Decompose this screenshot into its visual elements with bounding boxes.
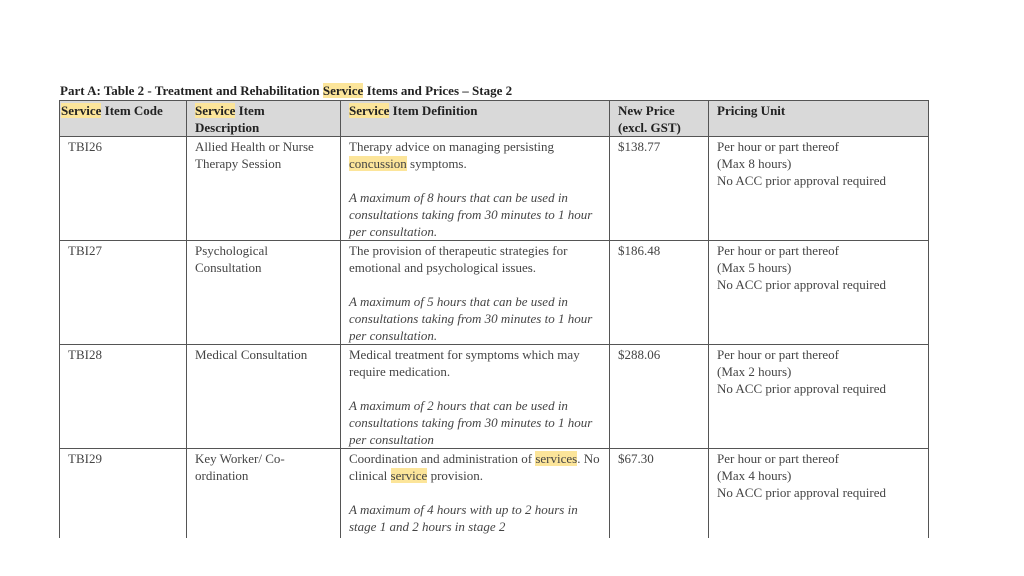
cell-price: $288.06 — [610, 345, 709, 449]
definition-part: provision. — [427, 468, 483, 483]
definition-note: A maximum of 5 hours that can be used in consultations taking from 30 minutes to 1 hour per consultation. — [349, 294, 593, 343]
cell-unit — [709, 449, 929, 539]
definition-text: Medical treatment for symptoms which may require medication. — [349, 347, 580, 379]
definition-part: Therapy advice on managing persisting — [349, 139, 555, 154]
cell-code: TBI26 — [60, 137, 187, 241]
unit-line: Per hour or part thereof — [717, 347, 840, 362]
cell-code: TBI29 — [60, 449, 187, 539]
title-prefix: Part A: Table 2 - Treatment and Rehabilitation — [60, 83, 323, 98]
definition-part: symptoms. — [406, 156, 467, 171]
unit-line: No ACC prior approval required — [717, 381, 886, 396]
cell-unit — [709, 345, 929, 449]
unit-line: (Max 5 hours) — [717, 260, 792, 275]
definition-note: A maximum of 4 hours with up to 2 hours in stage 1 and 2 hours in stage 2 — [349, 502, 578, 534]
table-row — [60, 449, 929, 539]
cell-code: TBI28 — [60, 345, 187, 449]
header-code-highlight: Service — [61, 103, 102, 118]
title-highlight: Service — [322, 83, 364, 98]
header-definition-highlight: Service — [349, 103, 390, 118]
definition-highlight: concussion — [349, 156, 407, 171]
cell-unit — [709, 137, 929, 241]
definition-highlight: services — [535, 451, 578, 466]
cell-definition — [341, 449, 610, 539]
unit-line: No ACC prior approval required — [717, 277, 886, 292]
definition-note: A maximum of 2 hours that can be used in consultations taking from 30 minutes to 1 hour per consultation — [349, 398, 593, 447]
header-price: New Price (excl. GST) — [610, 101, 709, 137]
title-suffix: Items and Prices – Stage 2 — [363, 83, 513, 98]
service-items-table — [59, 100, 929, 538]
cell-description: Medical Consultation — [187, 345, 341, 449]
table-container — [59, 100, 929, 538]
cell-unit — [709, 241, 929, 345]
header-definition-rest: Item Definition — [389, 103, 478, 118]
header-row — [60, 101, 929, 137]
cell-description: Allied Health or Nurse Therapy Session — [187, 137, 341, 241]
table-row — [60, 345, 929, 449]
definition-text: The provision of therapeutic strategies for emotional and psychological issues. — [349, 243, 568, 275]
header-description-rest: Item Description — [195, 103, 265, 135]
definition-note: A maximum of 8 hours that can be used in consultations taking from 30 minutes to 1 hour per consultation. — [349, 190, 593, 239]
cell-definition — [341, 241, 610, 345]
table-row — [60, 241, 929, 345]
definition-highlight: service — [390, 468, 428, 483]
cell-price: $186.48 — [610, 241, 709, 345]
unit-line: Per hour or part thereof — [717, 243, 840, 258]
definition-part: . No clinical — [349, 451, 600, 483]
definition-text — [349, 450, 601, 484]
unit-line: (Max 2 hours) — [717, 364, 792, 379]
header-description — [187, 101, 341, 137]
cell-price: $138.77 — [610, 137, 709, 241]
cell-definition — [341, 345, 610, 449]
header-description-highlight: Service — [195, 103, 236, 118]
cell-description: Key Worker/ Co-ordination — [187, 449, 341, 539]
header-definition — [341, 101, 610, 137]
unit-line: (Max 4 hours) — [717, 468, 792, 483]
unit-line: Per hour or part thereof — [717, 451, 840, 466]
cell-price: $67.30 — [610, 449, 709, 539]
definition-part: Coordination and administration of — [349, 451, 536, 466]
unit-line: (Max 8 hours) — [717, 156, 792, 171]
cell-definition — [341, 137, 610, 241]
table-row — [60, 137, 929, 241]
table-title — [60, 83, 512, 99]
cell-code: TBI27 — [60, 241, 187, 345]
header-code-rest: Item Code — [101, 103, 163, 118]
unit-line: Per hour or part thereof — [717, 139, 840, 154]
unit-line: No ACC prior approval required — [717, 173, 886, 188]
header-code — [60, 101, 187, 137]
header-unit: Pricing Unit — [709, 101, 929, 137]
cell-description: Psychological Consultation — [187, 241, 341, 345]
definition-text — [349, 138, 601, 172]
unit-line: No ACC prior approval required — [717, 485, 886, 500]
